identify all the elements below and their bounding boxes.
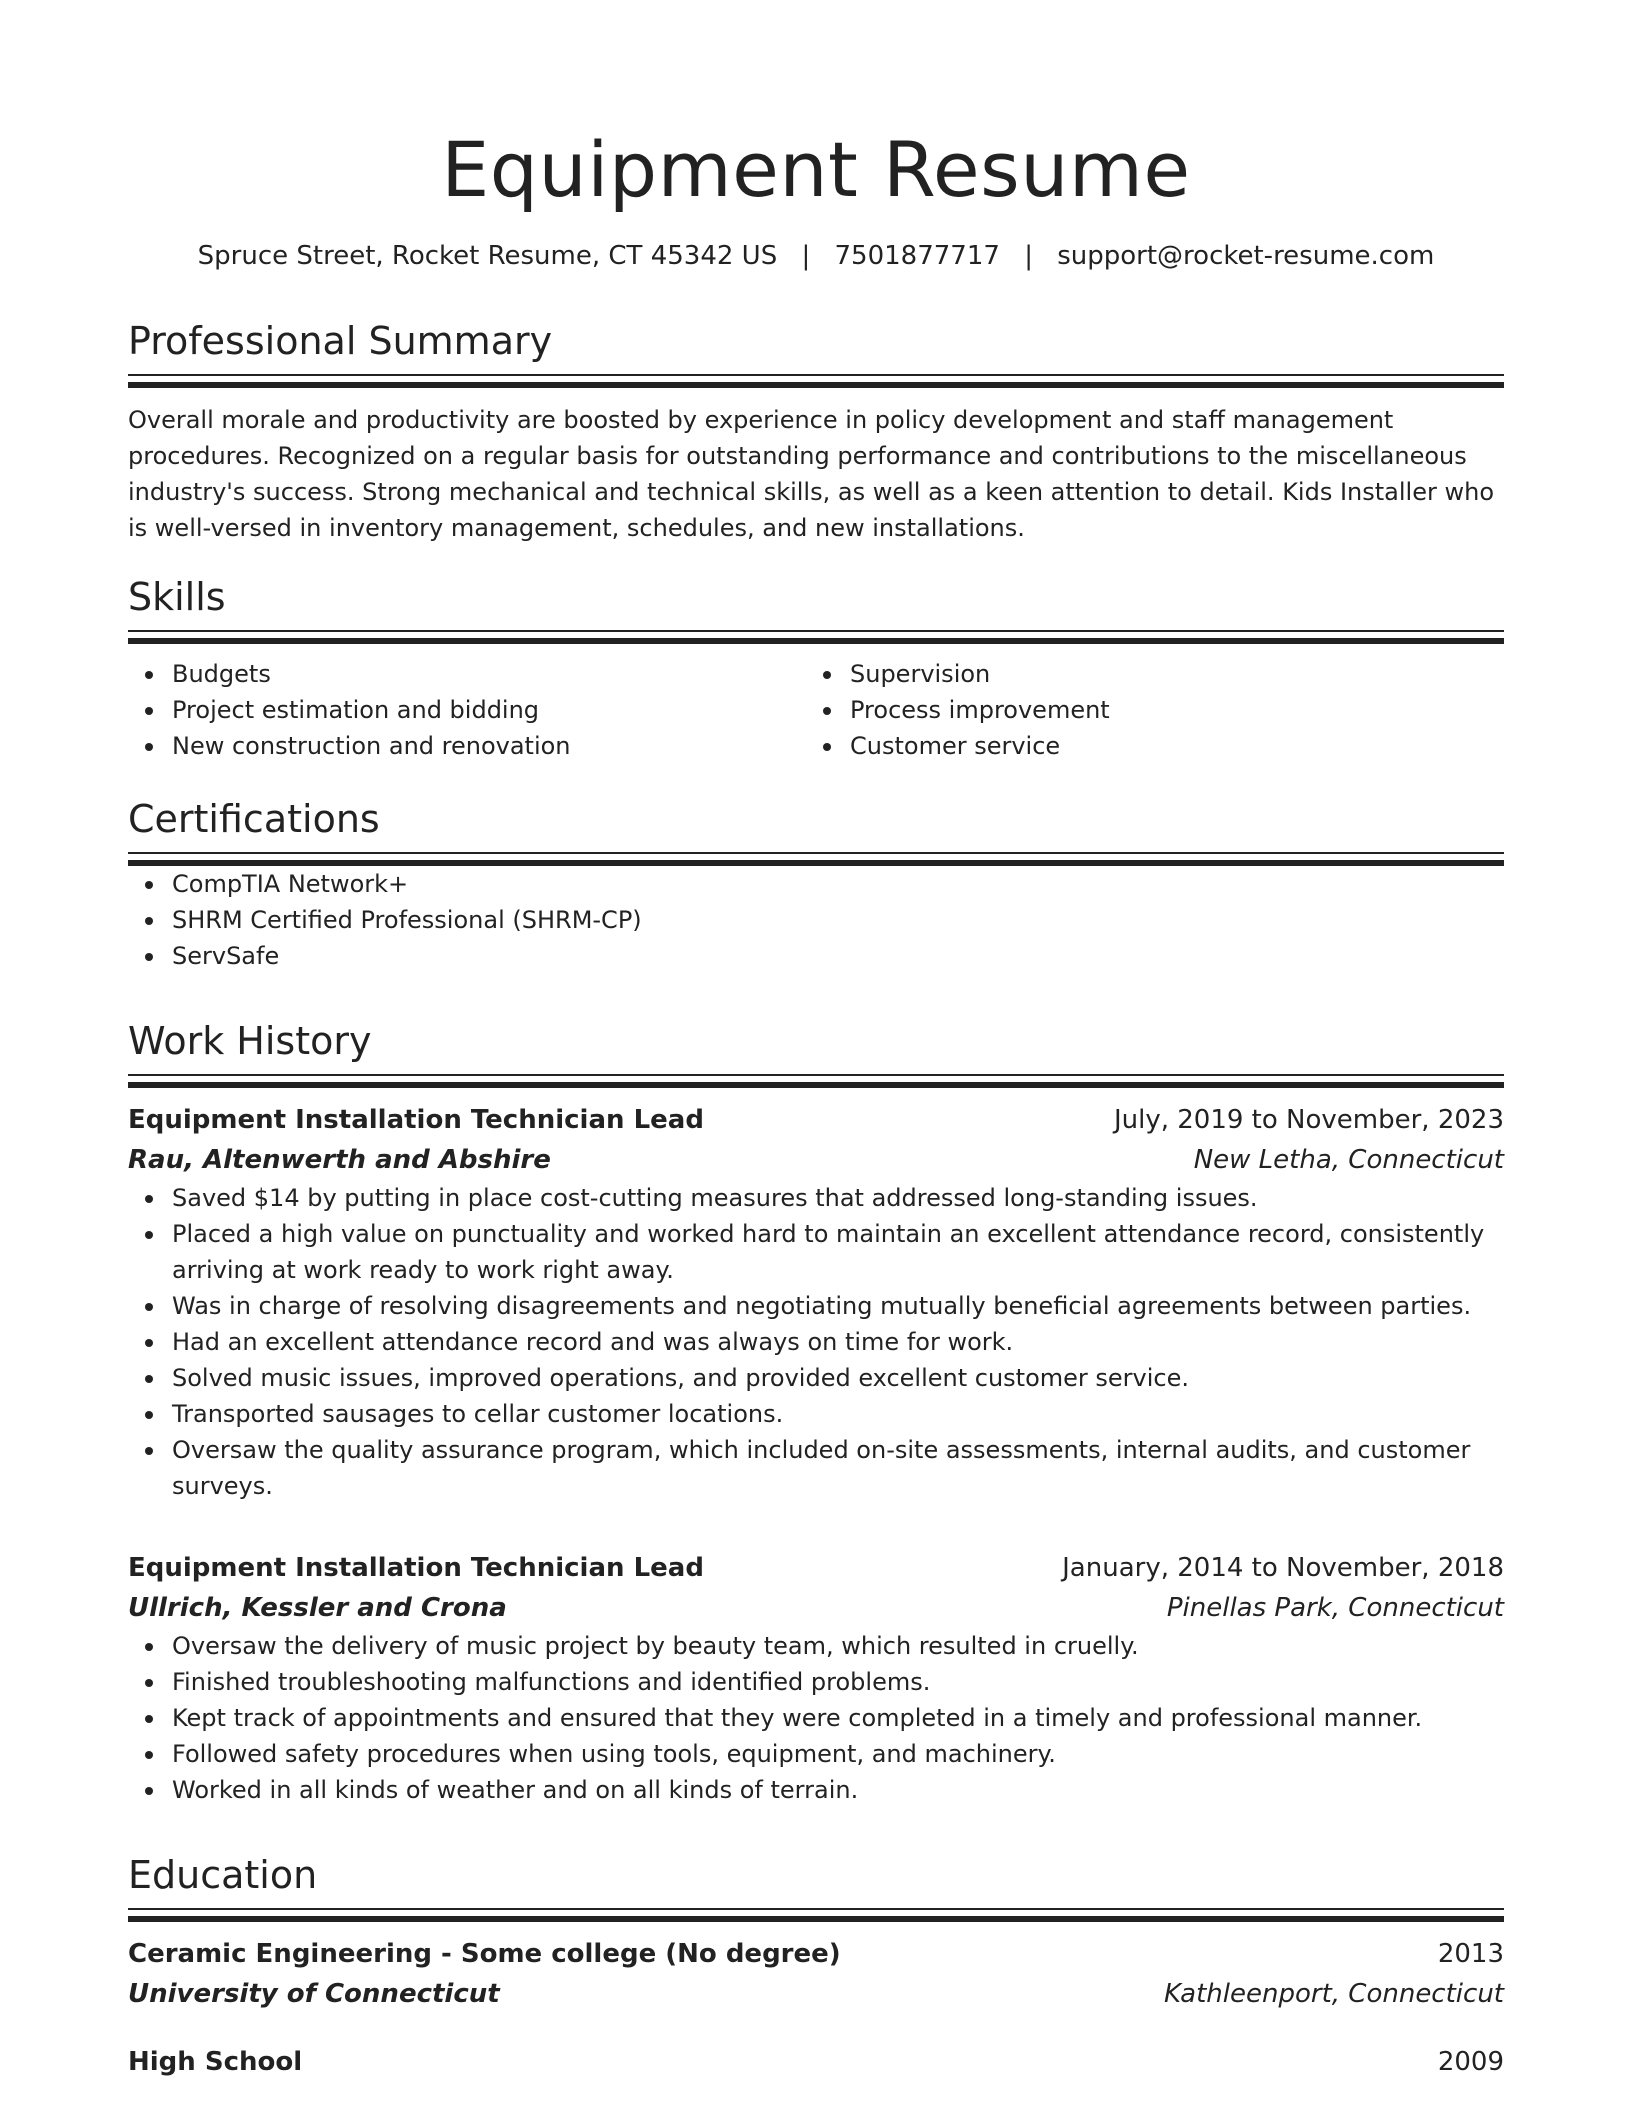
job-bullet: Followed safety procedures when using tools, equipment, and machinery. [128,1736,1504,1772]
skills-column-right [806,656,1484,764]
job-bullet: Was in charge of resolving disagreements and negotiating mutually beneficial agreements between parties. [128,1288,1504,1324]
job-bullets [128,1628,1504,1808]
section-divider [128,1074,1504,1076]
education-year: 2013 [1437,1939,1504,1969]
skill-item: Process improvement [806,692,1484,728]
certifications-list [128,866,1504,974]
job-bullet: Saved $14 by putting in place cost-cutting measures that addressed long-standing issues. [128,1180,1504,1216]
job-bullet: Worked in all kinds of weather and on all kinds of terrain. [128,1772,1504,1808]
education-degree: Ceramic Engineering - Some college (No degree) [128,1939,841,1969]
summary-section [128,316,1504,546]
skill-item: Supervision [806,656,1484,692]
job-dates: July, 2019 to November, 2023 [1113,1105,1504,1135]
education-subheader [128,1974,1504,2014]
education-year: 2009 [1437,2047,1504,2077]
job-title: Equipment Installation Technician Lead [128,1553,704,1583]
skills-grid [128,656,1504,764]
certification-item: SHRM Certified Professional (SHRM-CP) [128,902,1504,938]
education-location: Kathleenport, Connecticut [1164,1979,1504,2009]
education-entry [128,1934,1504,2014]
job-header [128,1100,1504,1140]
skill-item: Customer service [806,728,1484,764]
job-title: Equipment Installation Technician Lead [128,1105,704,1135]
job-bullets [128,1180,1504,1504]
skills-column-left [128,656,806,764]
contact-email: support@rocket-resume.com [1057,241,1435,271]
job-subheader [128,1140,1504,1180]
section-divider [128,1916,1504,1922]
job-bullet: Solved music issues, improved operations, and provided excellent customer service. [128,1360,1504,1396]
skill-item: Project estimation and bidding [128,692,806,728]
contact-phone: 7501877717 [834,241,1000,271]
skill-item: Budgets [128,656,806,692]
section-title: Work History [128,1019,372,1063]
job-bullet: Transported sausages to cellar customer locations. [128,1396,1504,1432]
job-entry [128,1548,1504,1808]
education-header [128,2042,1504,2082]
section-divider [128,1082,1504,1088]
contact-line [128,238,1504,274]
job-bullet: Finished troubleshooting malfunctions and identified problems. [128,1664,1504,1700]
certification-item: CompTIA Network+ [128,866,1504,902]
skill-item: New construction and renovation [128,728,806,764]
contact-separator: | [1024,241,1033,271]
resume-name: Equipment Resume [441,125,1191,214]
section-divider [128,630,1504,632]
education-school: University of Connecticut [128,1979,500,2009]
education-section [128,1850,1504,1922]
job-bullet: Oversaw the quality assurance program, which included on-site assessments, internal audits, and customer surveys. [128,1432,1504,1504]
job-company: Ullrich, Kessler and Crona [128,1593,507,1623]
certification-item: ServSafe [128,938,1504,974]
contact-address: Spruce Street, Rocket Resume, CT 45342 US [197,241,778,271]
work-history-section [128,1016,1504,1088]
skills-section [128,572,1504,764]
job-bullet: Oversaw the delivery of music project by beauty team, which resulted in cruelly. [128,1628,1504,1664]
job-subheader [128,1588,1504,1628]
section-divider [128,382,1504,388]
summary-text: Overall morale and productivity are boosted by experience in policy development and staff management procedures. Recognized on a regular basis for outstanding performance and contributions to the miscellaneous industry's success. Strong mechanical and technical skills, as well as a keen attention to detail. Kids Installer who is well-versed in inventory management, schedules, and new installations. [128,406,1494,542]
job-entry [128,1100,1504,1504]
section-title: Education [128,1853,318,1897]
section-divider [128,1908,1504,1910]
contact-separator: | [801,241,811,271]
education-entry [128,2042,1504,2082]
section-divider [128,852,1504,854]
certifications-section [128,794,1504,974]
job-company: Rau, Altenwerth and Abshire [128,1145,551,1175]
job-bullet: Placed a high value on punctuality and worked hard to maintain an excellent attendance record, consistently arriving at work ready to work right away. [128,1216,1504,1288]
section-divider [128,374,1504,376]
job-location: New Letha, Connecticut [1193,1145,1504,1175]
section-title: Skills [128,575,226,619]
section-title: Certifications [128,797,380,841]
education-header [128,1934,1504,1974]
job-header [128,1548,1504,1588]
section-title: Professional Summary [128,319,553,363]
job-location: Pinellas Park, Connecticut [1166,1593,1504,1623]
section-divider [128,638,1504,644]
education-degree: High School [128,2047,303,2077]
job-bullet: Had an excellent attendance record and was always on time for work. [128,1324,1504,1360]
job-bullet: Kept track of appointments and ensured that they were completed in a timely and professional manner. [128,1700,1504,1736]
job-dates: January, 2014 to November, 2018 [1062,1553,1504,1583]
